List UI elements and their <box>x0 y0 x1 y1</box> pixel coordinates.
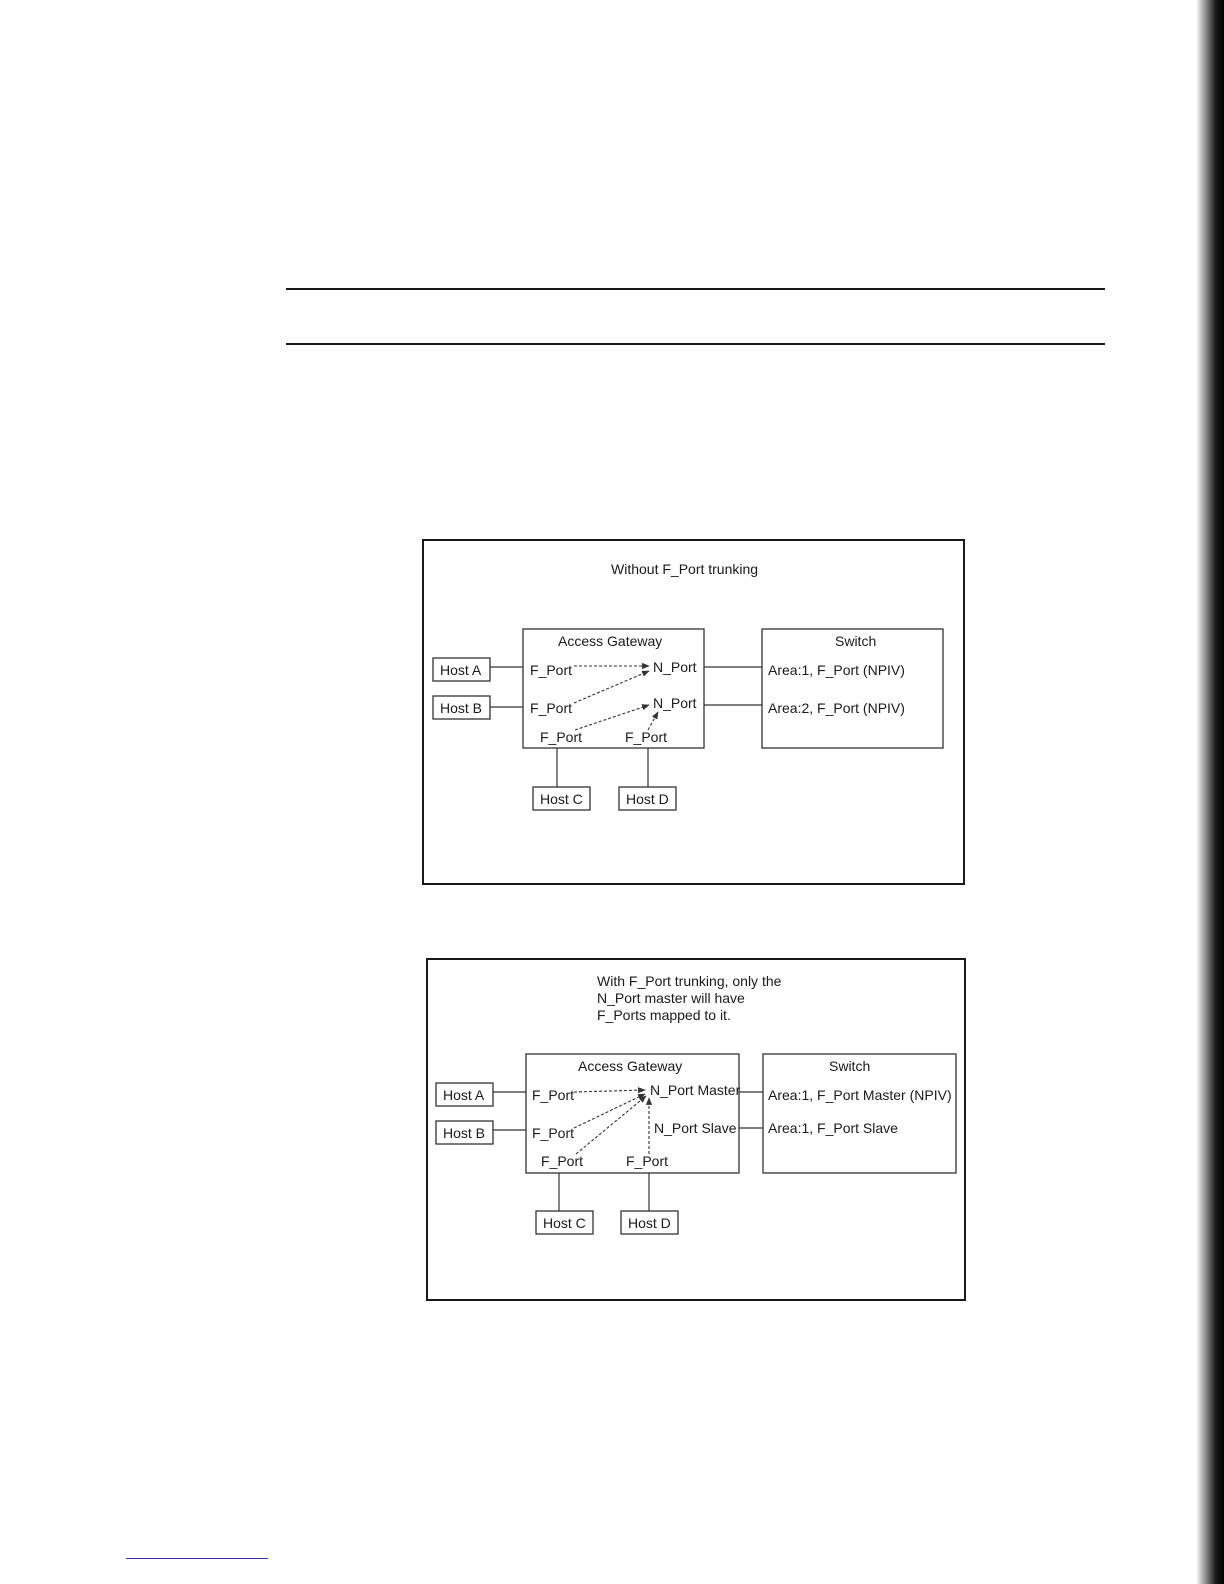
diagram2-map-arrow-3 <box>576 1096 646 1154</box>
header-rule-top <box>286 288 1105 290</box>
diagram2-host-b: Host B <box>443 1125 486 1141</box>
footer-link-underline <box>126 1558 268 1559</box>
diagram1-map-arrow-4 <box>648 712 658 730</box>
diagram2-title-line-2: N_Port master will have <box>597 990 745 1006</box>
diagram1-host-c: Host C <box>540 791 583 807</box>
diagram2-switch-label: Switch <box>829 1058 871 1074</box>
diagram2-fport-2: F_Port <box>532 1125 575 1141</box>
diagram-without-trunking <box>420 537 968 887</box>
diagram2-host-d: Host D <box>628 1215 671 1231</box>
diagram1-switch-port-1: Area:1, F_Port (NPIV) <box>768 662 905 678</box>
diagram1-host-b: Host B <box>440 700 483 716</box>
diagram1-switch-port-2: Area:2, F_Port (NPIV) <box>768 700 905 716</box>
diagram2-title-line-3: F_Ports mapped to it. <box>597 1007 731 1023</box>
diagram2-nport-slave: N_Port Slave <box>654 1120 737 1136</box>
diagram1-map-arrow-3 <box>575 705 649 730</box>
page-edge-shadow <box>1196 0 1224 1584</box>
diagram2-host-a: Host A <box>443 1087 485 1103</box>
diagram1-fport-1: F_Port <box>530 662 573 678</box>
diagram1-fport-2: F_Port <box>530 700 573 716</box>
diagram1-nport-1: N_Port <box>653 659 697 675</box>
diagram2-gateway-label: Access Gateway <box>578 1058 683 1074</box>
diagram1-fport-4: F_Port <box>625 729 668 745</box>
diagram2-fport-3: F_Port <box>541 1153 584 1169</box>
diagram2-nport-master: N_Port Master <box>650 1082 741 1098</box>
diagram1-gateway-label: Access Gateway <box>558 633 663 649</box>
diagram2-map-arrow-2 <box>574 1094 645 1128</box>
diagram2-title-line-1: With F_Port trunking, only the <box>597 973 782 989</box>
diagram2-switch-port-1: Area:1, F_Port Master (NPIV) <box>768 1087 952 1103</box>
diagram1-switch-label: Switch <box>835 633 877 649</box>
diagram1-host-d: Host D <box>626 791 669 807</box>
diagram2-fport-4: F_Port <box>626 1153 669 1169</box>
diagram1-host-a: Host A <box>440 662 482 678</box>
diagram1-fport-3: F_Port <box>540 729 583 745</box>
diagram2-fport-1: F_Port <box>532 1087 575 1103</box>
diagram-with-trunking <box>424 956 969 1303</box>
diagram2-host-c: Host C <box>543 1215 586 1231</box>
diagram2-switch-port-2: Area:1, F_Port Slave <box>768 1120 898 1136</box>
header-rule-bottom <box>286 343 1105 345</box>
diagram1-map-arrow-2 <box>574 671 649 703</box>
diagram1-title: Without F_Port trunking <box>611 561 759 577</box>
diagram1-nport-2: N_Port <box>653 695 697 711</box>
diagram2-map-arrow-1 <box>574 1090 645 1092</box>
